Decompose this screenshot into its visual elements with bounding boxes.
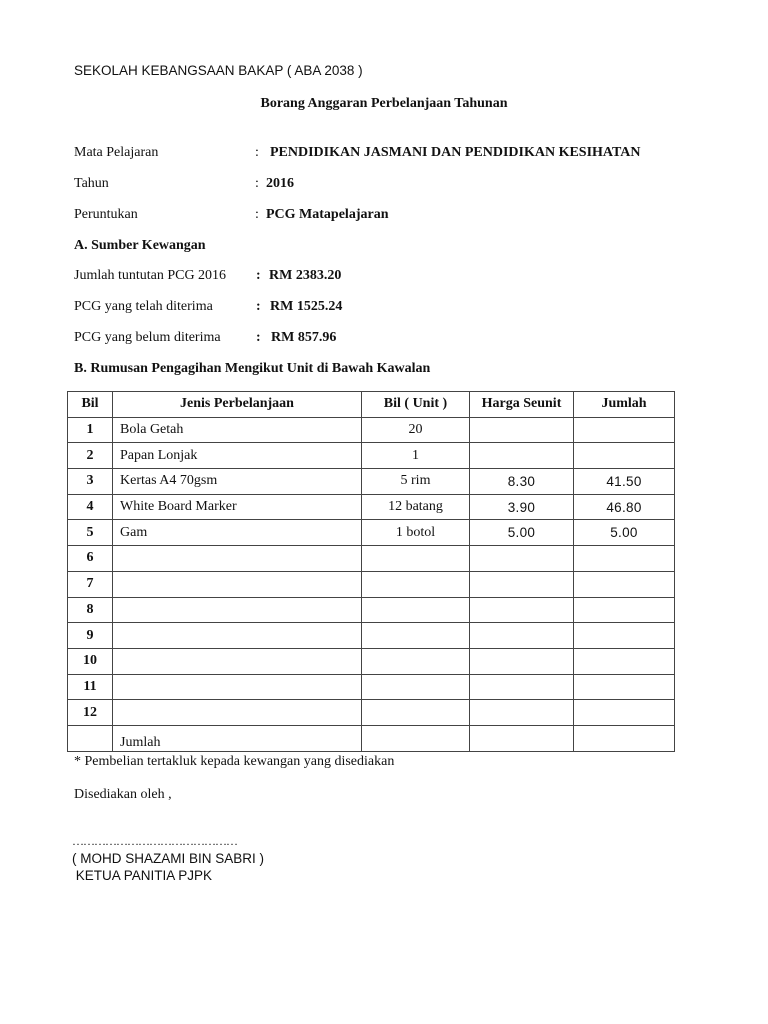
- cell-jumlah: [574, 700, 675, 726]
- header-jenis: Jenis Perbelanjaan: [113, 392, 362, 418]
- table-row: [68, 494, 675, 520]
- cell-unit: 20: [362, 417, 470, 443]
- cell-bil: 8: [68, 597, 113, 623]
- cell-jenis: [113, 648, 362, 674]
- cell-unit: 1 botol: [362, 520, 470, 546]
- table-total-row: [68, 725, 675, 751]
- finance-label-received: PCG yang telah diterima: [74, 299, 213, 314]
- table-row: [68, 571, 675, 597]
- cell-jumlah: [574, 674, 675, 700]
- cell-harga: [470, 571, 574, 597]
- finance-value-total: RM 2383.20: [269, 268, 342, 283]
- cell-harga: [470, 417, 574, 443]
- cell-harga: [470, 648, 574, 674]
- cell-jenis: Kertas A4 70gsm: [113, 469, 362, 495]
- cell-unit: 1: [362, 443, 470, 469]
- info-colon: :: [255, 207, 259, 222]
- info-value-allocation: PCG Matapelajaran: [266, 207, 389, 222]
- cell-unit: 12 batang: [362, 494, 470, 520]
- school-name: SEKOLAH KEBANGSAAN BAKAP ( ABA 2038 ): [74, 63, 363, 78]
- finance-colon: :: [256, 330, 261, 345]
- cell-bil: 3: [68, 469, 113, 495]
- cell-jenis: [113, 546, 362, 572]
- cell-harga: 8.30: [470, 469, 574, 495]
- cell-unit: [362, 725, 470, 751]
- cell-jumlah: [574, 546, 675, 572]
- finance-label-total: Jumlah tuntutan PCG 2016: [74, 268, 227, 283]
- cell-jumlah: 46.80: [574, 494, 675, 520]
- table-row: [68, 469, 675, 495]
- cell-bil: 10: [68, 648, 113, 674]
- table-row: [68, 700, 675, 726]
- info-colon: :: [255, 145, 259, 160]
- cell-jumlah: [574, 648, 675, 674]
- finance-colon: :: [256, 268, 261, 283]
- cell-unit: [362, 597, 470, 623]
- cell-jumlah: 5.00: [574, 520, 675, 546]
- signatory-position: KETUA PANITIA PJPK: [72, 868, 213, 883]
- info-value-subject: PENDIDIKAN JASMANI DAN PENDIDIKAN KESIHATAN: [270, 145, 641, 160]
- cell-jumlah: [574, 597, 675, 623]
- info-colon: :: [255, 176, 259, 191]
- signatory-name: ( MOHD SHAZAMI BIN SABRI ): [72, 851, 265, 866]
- cell-jenis: White Board Marker: [113, 494, 362, 520]
- cell-harga: [470, 623, 574, 649]
- table-row: [68, 623, 675, 649]
- finance-value-pending: RM 857.96: [271, 330, 337, 345]
- finance-value-received: RM 1525.24: [270, 299, 343, 314]
- cell-unit: [362, 648, 470, 674]
- finance-colon: :: [256, 299, 261, 314]
- cell-unit: [362, 623, 470, 649]
- table-row: [68, 546, 675, 572]
- info-label-allocation: Peruntukan: [74, 207, 138, 222]
- cell-harga: 3.90: [470, 494, 574, 520]
- cell-jenis: Bola Getah: [113, 417, 362, 443]
- info-value-year: 2016: [266, 176, 294, 191]
- cell-jumlah: 41.50: [574, 469, 675, 495]
- table-header-row: [68, 392, 675, 418]
- info-label-subject: Mata Pelajaran: [74, 145, 159, 160]
- table-row: [68, 674, 675, 700]
- cell-bil: 5: [68, 520, 113, 546]
- cell-jumlah: [574, 417, 675, 443]
- cell-bil: 11: [68, 674, 113, 700]
- cell-harga: [470, 546, 574, 572]
- footnote: * Pembelian tertakluk kepada kewangan yang disediakan: [74, 754, 395, 769]
- cell-bil: 6: [68, 546, 113, 572]
- cell-harga: 5.00: [470, 520, 574, 546]
- cell-jumlah: [574, 725, 675, 751]
- section-a-heading: A. Sumber Kewangan: [74, 238, 206, 253]
- finance-label-pending: PCG yang belum diterima: [74, 330, 221, 345]
- cell-harga: [470, 443, 574, 469]
- total-label: Jumlah: [113, 725, 362, 751]
- section-b-heading: B. Rumusan Pengagihan Mengikut Unit di Bawah Kawalan: [74, 361, 431, 376]
- table-row: [68, 520, 675, 546]
- cell-jenis: [113, 571, 362, 597]
- info-label-year: Tahun: [74, 176, 109, 191]
- cell-bil: 2: [68, 443, 113, 469]
- cell-harga: [470, 597, 574, 623]
- cell-jumlah: [574, 623, 675, 649]
- header-bil: Bil: [68, 392, 113, 418]
- form-title: Borang Anggaran Perbelanjaan Tahunan: [260, 96, 508, 111]
- cell-unit: [362, 571, 470, 597]
- header-unit: Bil ( Unit ): [362, 392, 470, 418]
- cell-unit: 5 rim: [362, 469, 470, 495]
- cell-harga: [470, 674, 574, 700]
- cell-jenis: Gam: [113, 520, 362, 546]
- cell-bil: 9: [68, 623, 113, 649]
- header-harga: Harga Seunit: [470, 392, 574, 418]
- budget-table: [67, 391, 675, 752]
- prepared-by-label: Disediakan oleh ,: [74, 787, 172, 802]
- cell-bil: 7: [68, 571, 113, 597]
- cell-unit: [362, 546, 470, 572]
- table-row: [68, 417, 675, 443]
- cell-unit: [362, 700, 470, 726]
- cell-jenis: [113, 597, 362, 623]
- cell-jenis: [113, 674, 362, 700]
- cell-bil: 1: [68, 417, 113, 443]
- cell-bil: 4: [68, 494, 113, 520]
- cell-harga: [470, 700, 574, 726]
- table-row: [68, 443, 675, 469]
- cell-bil: 12: [68, 700, 113, 726]
- cell-harga: [470, 725, 574, 751]
- cell-jenis: [113, 623, 362, 649]
- table-row: [68, 597, 675, 623]
- cell-jumlah: [574, 571, 675, 597]
- signature-line: ………………………………………: [72, 834, 237, 848]
- table-row: [68, 648, 675, 674]
- cell-bil: [68, 725, 113, 751]
- cell-unit: [362, 674, 470, 700]
- cell-jenis: Papan Lonjak: [113, 443, 362, 469]
- cell-jenis: [113, 700, 362, 726]
- header-jumlah: Jumlah: [574, 392, 675, 418]
- cell-jumlah: [574, 443, 675, 469]
